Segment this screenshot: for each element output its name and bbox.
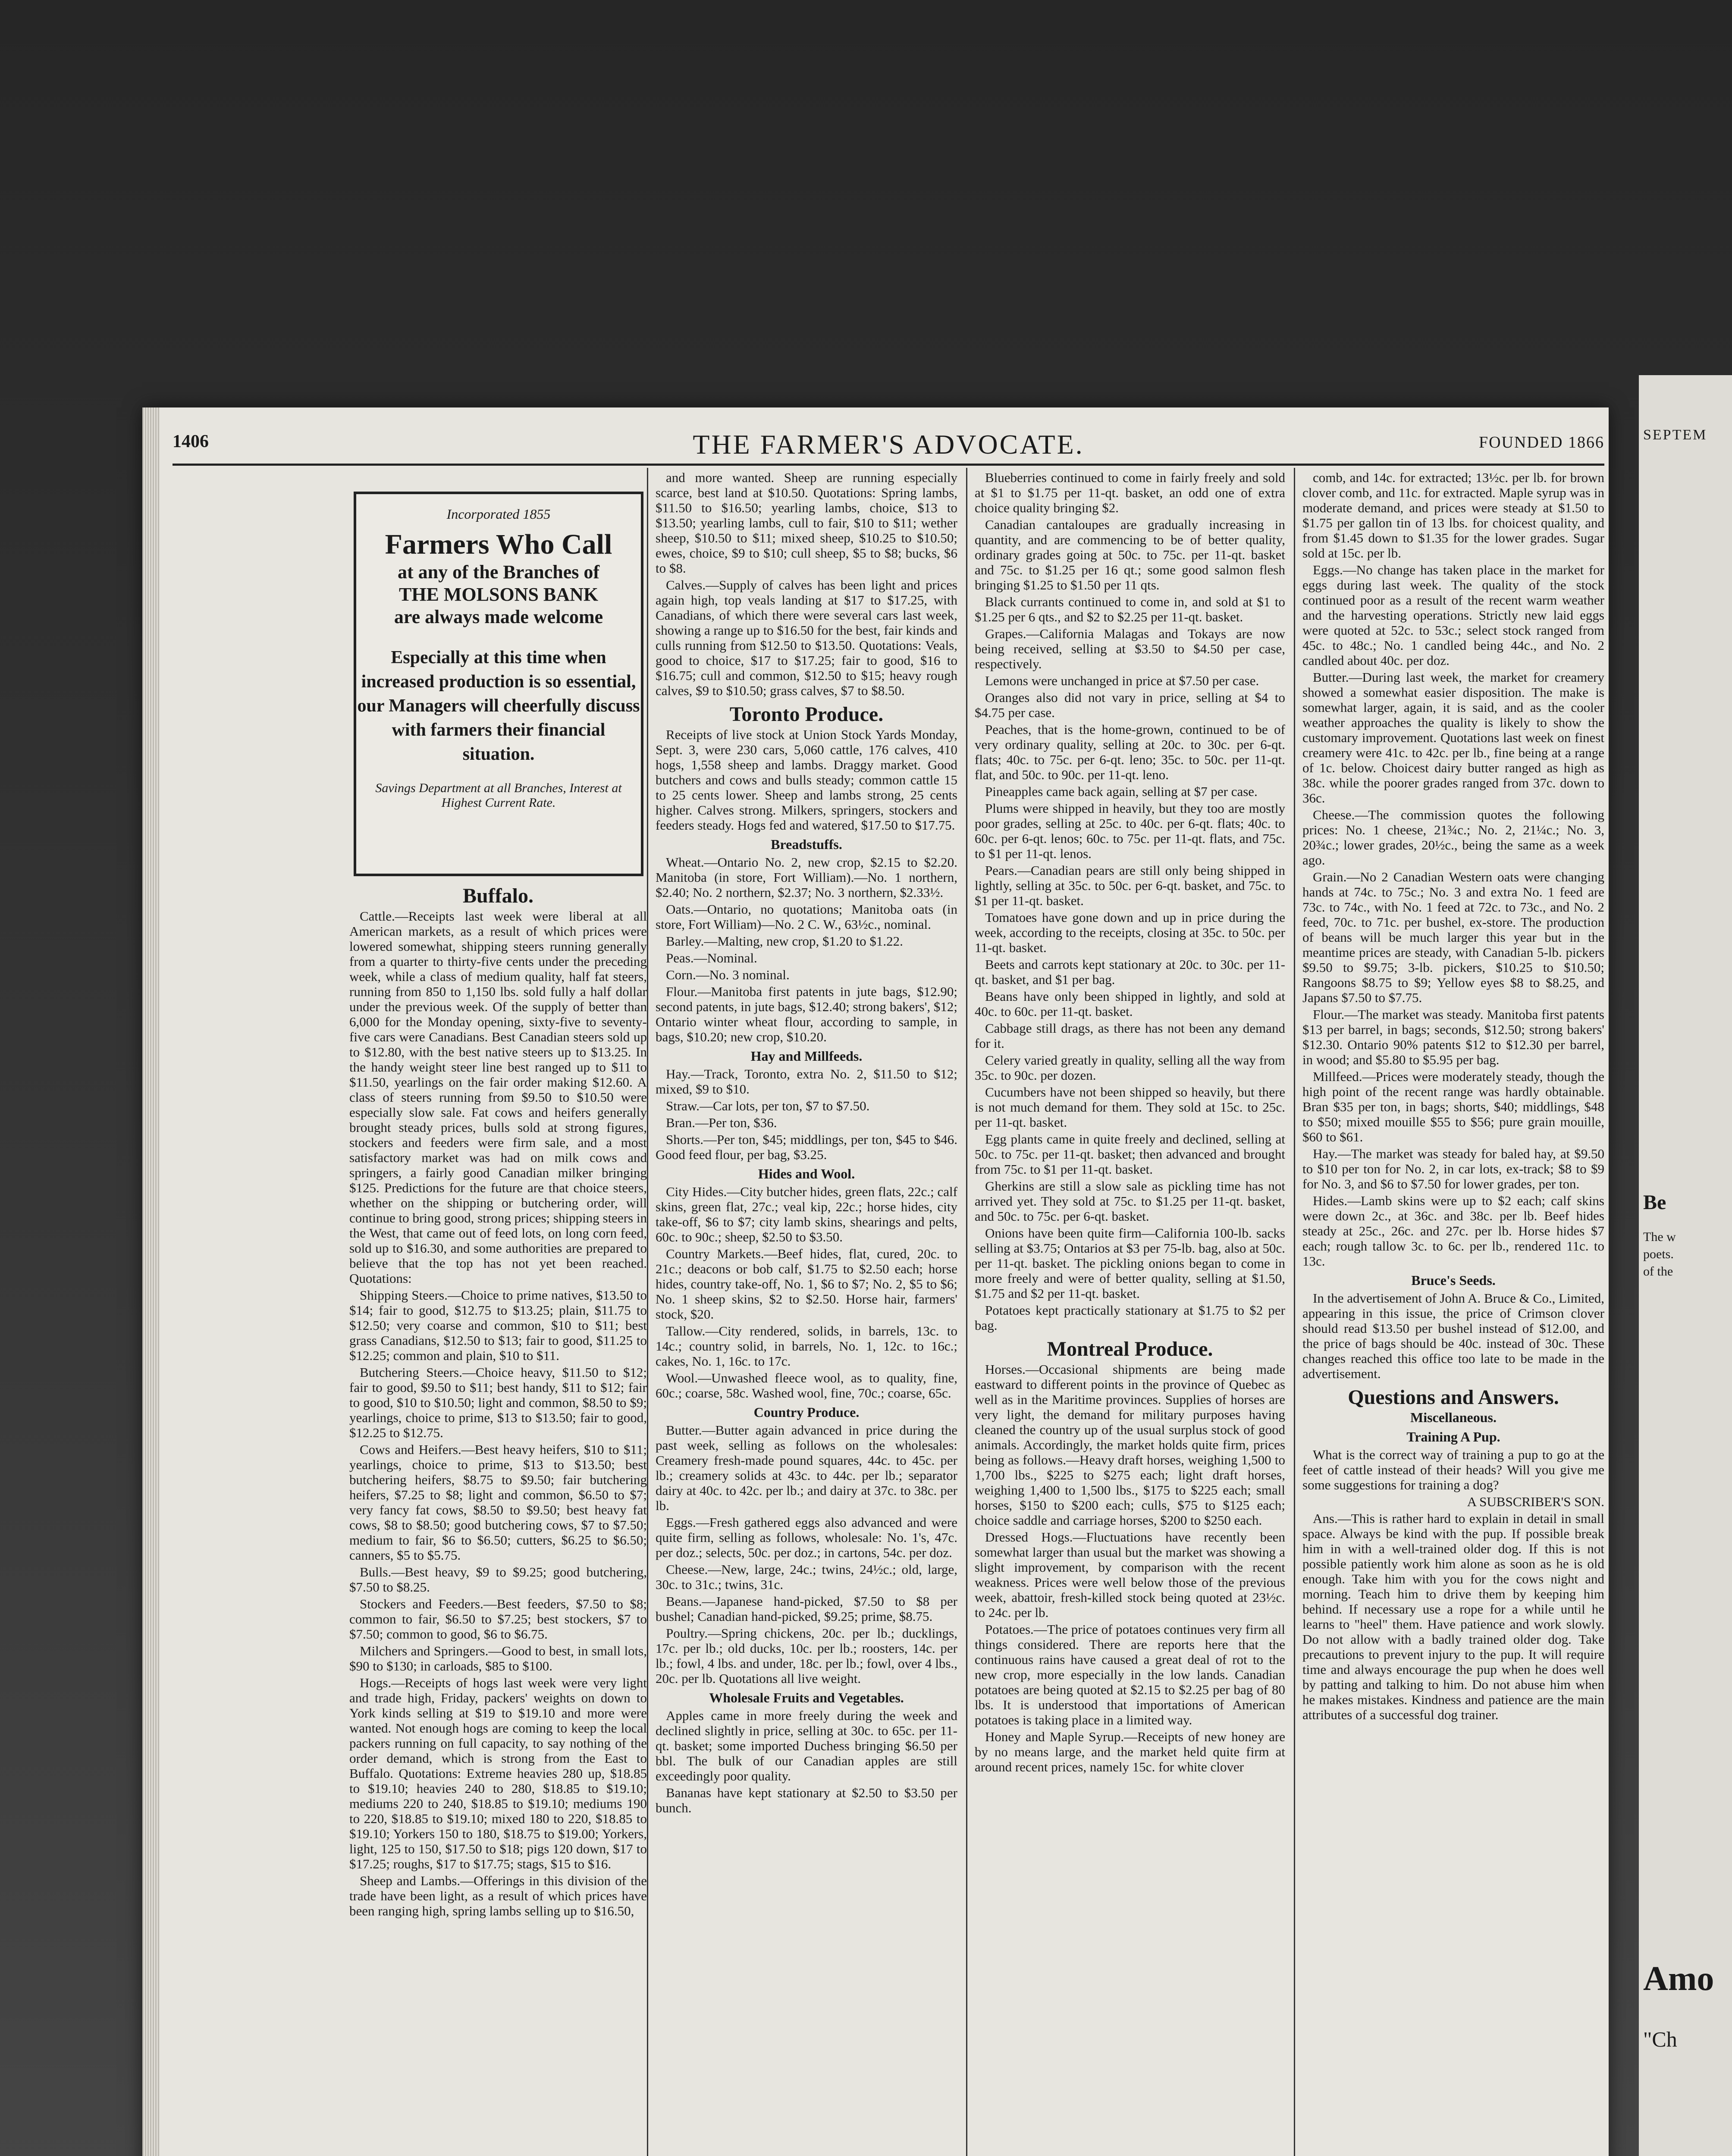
ad-bank-name: THE MOLSONS BANK [398, 584, 599, 605]
paragraph: Egg plants came in quite freely and declined, selling at 50c. to 75c. per 11-qt. basket; then advanced and brought from 75c. to $1 per 11-qt. basket. [975, 1131, 1285, 1177]
molsons-bank-ad [354, 492, 643, 876]
founded-label: FOUNDED 1866 [1478, 433, 1604, 451]
paragraph: and more wanted. Sheep are running especially scarce, best land at $10.50. Quotations: Spring lambs, $11.50 to $16.50; yearling lambs, choice, $13 to $13.50; yearling lambs, cull to fair, $10 to $11; wether sheep, $10.50 to $11; mixed sheep, $10.25 to $10.50; ewes, choice, $9 to $10; cull sheep, $5 to $8; bucks, $6 to $8. [656, 470, 957, 576]
paragraph: Honey and Maple Syrup.—Receipts of new honey are by no means large, and the market held quite firm at around recent prices, namely 15c. for white clover [975, 1729, 1285, 1774]
paragraph: Potatoes.—The price of potatoes continues very firm all things considered. There are reports here that the continuous rains have caused a great deal of rot to the new crop, more especially in the low lands. Canadian potatoes are being quoted at $2.15 to $2.25 per bag of 80 lbs. It is understood that importations of American potatoes is taking place in a limited way. [975, 1622, 1285, 1727]
ad-body: Especially at this time when increased production is so essential, our Managers will cheerfully discuss with farmers their financial situation. [357, 648, 640, 764]
paragraph: Poultry.—Spring chickens, 20c. per lb.; ducklings, 17c. per lb.; old ducks, 10c. per lb.; roosters, 14c. per lb.; fowl, 4 lbs. and under, 18c. per lb.; fowl, over 4 lbs., 20c. per lb. Quotations all live weight. [656, 1626, 957, 1686]
paragraph: Shipping Steers.—Choice to prime natives, $13.50 to $14; fair to good, $12.75 to $13.25; plain, $11.75 to $12.50; very coarse and common, $10 to $11; best grass Canadians, $12.50 to $13; fair to good, $11.25 to $12.25; common and plain, $10 to $11. [349, 1288, 647, 1363]
paragraph: Receipts of live stock at Union Stock Yards Monday, Sept. 3, were 230 cars, 5,060 cattle, 176 calves, 410 hogs, 1,558 sheep and lambs. Draggy market. Good butchers and cows and bulls steady; common cattle 15 to 25 cents lower. Sheep and lambs strong, 25 cents higher. Calves strong. Milkers, springers, stockers and feeders steady. Hogs fed and watered, $17.50 to $17.75. [656, 727, 957, 833]
paragraph: Sheep and Lambs.—Offerings in this division of the trade have been light, as a result of which prices have been ranging high, spring lambs selling up to $16.50, [349, 1873, 647, 1918]
paragraph: Peaches, that is the home-grown, continued to be of very ordinary quality, selling at 20c. to 30c. per 6-qt. flats; 40c. to 75c. per 6-qt. leno; 35c. to 50c. per 11-qt. flat, and 50c. to 90c. per 11-qt. leno. [975, 722, 1285, 782]
paragraph: Butter.—During last week, the market for creamery showed a somewhat easier disposition. The make is somewhat larger, again, it is said, and as the cooler weather approaches the quality is likely to show the customary improvement. Quotations last week on finest creamery were 41c. to 42c. per lb., fine being at a range of 1c. below. Choicest dairy butter ranged as high as 38c. while the poorer grades ranged from 37c. down to 36c. [1302, 670, 1604, 805]
paragraph: Blueberries continued to come in fairly freely and sold at $1 to $1.75 per 11-qt. basket, an odd one of extra choice quality bringing $2. [975, 470, 1285, 515]
paragraph: Cucumbers have not been shipped so heavily, but there is not much demand for them. They sold at 15c. to 25c. per 11-qt. basket. [975, 1084, 1285, 1130]
column-montreal-qa [1302, 470, 1604, 2156]
paragraph: Cheese.—New, large, 24c.; twins, 24½c.; old, large, 30c. to 31c.; twins, 31c. [656, 1562, 957, 1592]
paragraph: Eggs.—Fresh gathered eggs also advanced and were quite firm, selling as follows, wholesale: No. 1's, 47c. per doz.; selects, 50c. per doz.; in cartons, 54c. per doz. [656, 1515, 957, 1560]
section-title: Toronto Produce. [729, 703, 884, 726]
paragraph: Tomatoes have gone down and up in price during the week, according to the receipts, closing at 35c. to 50c. per 11-qt. basket. [975, 910, 1285, 955]
paragraph: Millfeed.—Prices were moderately steady, though the high point of the recent range was hardly obtainable. Bran $35 per ton, in bags; shorts, $40; middlings, $48 to $50; mixed mouille $55 to $56; pure grain mouille, $60 to $61. [1302, 1069, 1604, 1144]
facing-page-header: SEPTEM [1643, 427, 1707, 443]
page-number: 1406 [173, 432, 209, 451]
paragraph: Wool.—Unwashed fleece wool, as to quality, fine, 60c.; coarse, 58c. Washed wool, fine, 70c.; coarse, 65c. [656, 1370, 957, 1401]
section-title: Montreal Produce. [1047, 1338, 1213, 1360]
paragraph: Celery varied greatly in quality, selling all the way from 35c. to 90c. per dozen. [975, 1053, 1285, 1083]
facing-snippet: Be [1643, 1191, 1666, 1214]
paragraph: Straw.—Car lots, per ton, $7 to $7.50. [666, 1098, 870, 1113]
column-buffalo [349, 880, 647, 2156]
paragraph: Hides.—Lamb skins were up to $2 each; calf skins were down 2c., at 36c. and 38c. per lb. Beef hides steady at 25c., 26c. and 27c. per lb. Horse hides $7 each; rough tallow 3c. to 6c. per lb., rendered 11c. to 13c. [1302, 1193, 1604, 1269]
paragraph: Grain.—No 2 Canadian Western oats were changing hands at 74c. to 75c.; No. 3 and extra No. 1 feed are 73c. to 74c., with No. 1 feed at 72c. to 73c., and No. 2 feed, 70c. to 71c. per bushel, ex-store. The production of beans will be much larger this year but in the meantime prices are steady, with Canadian 5-lb. pickers $9.50 to $9.75; 3-lb. pickers, $10.25 to $10.50; Rangoons $8.75 to $9; Yellow eyes $8 to $8.25, and Japans $7.50 to $7.75. [1302, 869, 1604, 1005]
paragraph: Cattle.—Receipts last week were liberal at all American markets, as a result of which prices were lowered somewhat, shipping steers running generally from a quarter to thirty-five cents under the preceding week, while a class of medium quality, half fat steers, running from 850 to 1,150 lbs. sold fully a half dollar under the previous week. Of the supply of better than 6,000 for the Monday opening, sixty-five to seventy-five cars were Canadians. Best Canadian steers sold up to $12.80, with the best native steers up to $13.25. In the handy weight steer line best ranged up to $11 to $11.50, yearlings on the fair order making $12.60. A class of steers running from $9.50 to $10.50 were especially slow sale. Fat cows and heifers generally brought steady prices, bulls sold at strong figures, stockers and feeders were firm sale, and a most satisfactory market was had on milk cows and springers, a fairly good Canadian milker bringing $125. Predictions for the future are that choice steers, whether on the shipping or butchering order, will continue to bring good, strong prices; shipping steers in the West, that came out of feed lots, on long corn feed, sold up to $16.30, and some authorities are prepared to believe that the top has not yet been reached. Quotations: [349, 909, 647, 1286]
paragraph: In the advertisement of John A. Bruce & Co., Limited, appearing in this issue, the price of Crimson clover should read $13.50 per bushel instead of $12.00, and the price of bags should be 40c. instead of 30c. These changes reached this office too late to be made in the advertisement. [1302, 1291, 1604, 1381]
paragraph: Shorts.—Per ton, $45; middlings, per ton, $45 to $46. Good feed flour, per bag, $3.25. [656, 1132, 957, 1162]
column-fruit-montreal [975, 470, 1285, 2156]
subsection-title: Miscellaneous. [1410, 1410, 1497, 1425]
facing-snippet: The w [1643, 1230, 1676, 1244]
signature: A SUBSCRIBER'S SON. [1467, 1494, 1604, 1509]
subsection-title: Country Produce. [753, 1404, 860, 1420]
paragraph: Tallow.—City rendered, solids, in barrels, 13c. to 14c.; country solid, in barrels, No. 1, 12c. to 16c.; cakes, No. 1, 16c. to 17c. [656, 1323, 957, 1369]
paragraph: Bananas have kept stationary at $2.50 to $3.50 per bunch. [656, 1785, 957, 1815]
subsection-title: Breadstuffs. [771, 837, 842, 852]
column-rule [647, 468, 648, 2156]
paragraph: City Hides.—City butcher hides, green flats, 22c.; calf skins, green flat, 27c.; veal kip, 22c.; horse hides, city take-off, $6 to $7; city lamb skins, shearings and pelts, 60c. to 90c.; sheep, $2.50 to $3.50. [656, 1184, 957, 1244]
paragraph: Horses.—Occasional shipments are being made eastward to different points in the province of Quebec as well as in the Maritime provinces. Supplies of horses are very light, the demand for military purposes having cleaned the country up of the usual surplus stock of good animals. Accordingly, the market holds quite firm, prices being as follows.—Heavy draft horses, weighing 1,500 to 1,700 lbs., $225 to $275 each; light draft horses, weighing 1,400 to 1,500 lbs., $175 to $225 each; small horses, $150 to $200 each; culls, $75 to $125 each; choice saddle and carriage horses, $200 to $250 each. [975, 1362, 1285, 1528]
paragraph: Dressed Hogs.—Fluctuations have recently been somewhat larger than usual but the market was showing a slight improvement, by comparison with the recent weakness. Prices were well below those of the previous week, abattoir, fresh-killed stock being quoted at 23½c. to 24c. per lb. [975, 1529, 1285, 1620]
ad-line: at any of the Branches of [397, 561, 600, 583]
paragraph: Oats.—Ontario, no quotations; Manitoba oats (in store, Fort William)—No. 2 C. W., 63½c., nominal. [656, 902, 957, 932]
paragraph: Barley.—Malting, new crop, $1.20 to $1.22. [666, 934, 903, 949]
paragraph: Flour.—The market was steady. Manitoba first patents $13 per barrel, in bags; seconds, $12.50; strong bakers' $12.30. Ontario 90% patents $12 to $12.30 per barrel, in wood; and $5.80 to $5.95 per bag. [1302, 1007, 1604, 1067]
facing-snippet: poets. [1643, 1247, 1674, 1261]
paragraph: Butchering Steers.—Choice heavy, $11.50 to $12; fair to good, $9.50 to $11; best handy, $11 to $12; fair to good, $10 to $10.50; light and common, $8.50 to $9; yearlings, choice to prime, $13 to $13.50; fair to good, $12.25 to $12.75. [349, 1365, 647, 1440]
paragraph: Peas.—Nominal. [666, 950, 757, 965]
paragraph: Calves.—Supply of calves has been light and prices again high, top veals landing at $17 to $17.25, with Canadians, of which there were several cars last week, showing a range up to $16.50 for the best, fair kinds and culls running from $12.50 to $13.50. Quotations: Veals, good to choice, $17 to $17.25; fair to good, $16 to $16.75; cull and common, $12.50 to $15; heavy rough calves, $9 to $10.50; grass calves, $7 to $8.50. [656, 577, 957, 698]
paragraph: Flour.—Manitoba first patents in jute bags, $12.90; second patents, in jute bags, $12.40; strong bakers', $12; Ontario winter wheat flour, according to sample, in bags, $10.20; new crop, $10.20. [656, 984, 957, 1044]
paragraph: Wheat.—Ontario No. 2, new crop, $2.15 to $2.20. Manitoba (in store, Fort William).—No. 1 northern, $2.40; No. 2 northern, $2.37; No. 3 northern, $2.33½. [656, 855, 957, 900]
subsection-title: Bruce's Seeds. [1411, 1272, 1496, 1288]
paragraph: What is the correct way of training a pup to go at the feet of cattle instead of their heads? Will you give me some suggestions for training a dog? [1302, 1447, 1604, 1492]
paragraph: Pears.—Canadian pears are still only being shipped in lightly, selling at 35c. to 50c. per 6-qt. basket, and 75c. to $1 per 11-qt. basket. [975, 863, 1285, 908]
ad-incorporated: Incorporated 1855 [446, 506, 551, 522]
subsection-title: Hay and Millfeeds. [750, 1048, 863, 1064]
section-title: Questions and Answers. [1348, 1386, 1559, 1409]
paragraph: Bran.—Per ton, $36. [666, 1115, 777, 1130]
column-rule [966, 468, 967, 2156]
paragraph: Hay.—Track, Toronto, extra No. 2, $11.50 to $12; mixed, $9 to $10. [656, 1066, 957, 1097]
column-toronto [656, 470, 957, 2156]
paragraph: Cows and Heifers.—Best heavy heifers, $10 to $11; yearlings, choice to prime, $13 to $13.50; best butchering heifers, $8.75 to $9.50; fair butchering heifers, $7.25 to $8; light and common, $6.50 to $7; very fancy fat cows, $8.50 to $9.50; best heavy fat cows, $8 to $8.50; good butchering cows, $7 to $7.50; medium to fair, $6 to $6.50; cutters, $6.25 to $6.50; canners, $5 to $5.75. [349, 1442, 647, 1563]
paragraph: Gherkins are still a slow sale as pickling time has not arrived yet. They sold at 75c. to $1.25 per 11-qt. basket, and 50c. to 75c. per 6-qt. basket. [975, 1178, 1285, 1224]
running-header [173, 429, 1604, 460]
paragraph: Plums were shipped in heavily, but they too are mostly poor grades, selling at 25c. to 40c. per 6-qt. flats; 40c. to 60c. per 6-qt. lenos; 60c. to 75c. per 11-qt. flats, and 75c. to $1 per 11-qt. lenos. [975, 801, 1285, 861]
facing-snippet: of the [1643, 1264, 1673, 1279]
paragraph: Oranges also did not vary in price, selling at $4 to $4.75 per case. [975, 690, 1285, 720]
facing-page [1639, 375, 1732, 2156]
paragraph: Grapes.—California Malagas and Tokays are now being received, selling at $3.50 to $4.50 per case, respectively. [975, 626, 1285, 671]
ad-savings: Savings Department at all Branches, Interest at Highest Current Rate. [375, 781, 622, 810]
subsection-title: Wholesale Fruits and Vegetables. [709, 1690, 904, 1705]
paragraph: Hay.—The market was steady for baled hay, at $9.50 to $10 per ton for No. 2, in car lots, ex-track; $8 to $9 for No. 3, and $6 to $7.50 for lower grades, per ton. [1302, 1146, 1604, 1191]
header-rule [173, 464, 1604, 466]
paragraph: Ans.—This is rather hard to explain in detail in small space. Always be kind with the pup. If possible break him in with a well-trained older dog. If this is not possible patiently work him alone as soon as he is old enough. Take him with you for the cows night and morning. Teach him to drive them by keeping him behind. If necessary use a rope for a while until he learns to "heel" them. Have patience and work slowly. Do not allow with a badly trained older dog. Take precautions to prevent injury to the pup. It will require time and always encourage the pup when he does well by patting and talking to him. Do not abuse him when he makes mistakes. Kindness and patience are the main attributes of a successful dog trainer. [1302, 1511, 1604, 1722]
paragraph: Onions have been quite firm—California 100-lb. sacks selling at $3.75; Ontarios at $3 per 75-lb. bag, also at 50c. per 11-qt. basket. The pickling onions began to come in more freely and were of better quality, selling at $1.50, $1.75 and $2 per 11-qt. basket. [975, 1225, 1285, 1301]
paragraph: Beets and carrots kept stationary at 20c. to 30c. per 11-qt. basket, and $1 per bag. [975, 957, 1285, 987]
paragraph: Canadian cantaloupes are gradually increasing in quantity, and are commencing to be of better quality, ordinary grades going at 50c. to 75c. per 11-qt. basket and 75c. to $1.25 per 16 qt.; some good salmon flesh bringing $1.25 to $1.50 per 11 qts. [975, 517, 1285, 592]
paragraph: comb, and 14c. for extracted; 13½c. per lb. for brown clover comb, and 11c. for extracted. Maple syrup was in moderate demand, and prices were steady at $1.50 to $1.75 per gallon tin of 13 lbs. for choicest quality, and from $1.45 down to $1.35 for the lower grades. Sugar sold at 15c. per lb. [1302, 470, 1604, 561]
paragraph: Cheese.—The commission quotes the following prices: No. 1 cheese, 21¾c.; No. 2, 21¼c.; No. 3, 20¾c.; lower grades, 20½c., being the same as a week ago. [1302, 807, 1604, 868]
paragraph: Beans have only been shipped in lightly, and sold at 40c. to 60c. per 11-qt. basket. [975, 989, 1285, 1019]
paragraph: Corn.—No. 3 nominal. [666, 967, 790, 982]
paragraph: Lemons were unchanged in price at $7.50 per case. [985, 673, 1259, 688]
ad-line: are always made welcome [394, 606, 603, 627]
paragraph: Hogs.—Receipts of hogs last week were very light and trade high, Friday, packers' weights on down to York kinds selling at $19 to $19.10 and more were wanted. Not enough hogs are coming to keep the local packers running on full capacity, to say nothing of the order demand, which is strong from the East to Buffalo. Quotations: Extreme heavies 280 up, $18.85 to $19.10; heavies 240 to 280, $18.85 to $19.10; mediums 220 to 240, $18.85 to $19.10; mediums 190 to 220, $18.85 to $19.10; mixed 180 to 220, $18.85 to $19.10; Yorkers 150 to 180, $18.75 to $19.00; Yorkers, light, 125 to 150, $17.50 to $18; pigs 120 down, $17 to $17.25; roughs, $17 to $17.75; stags, $15 to $16. [349, 1675, 647, 1871]
paragraph: Eggs.—No change has taken place in the market for eggs during last week. The quality of the stock continued poor as a result of the recent warm weather and the harvesting operations. Strictly new laid eggs were quoted at 52c. to 53c.; select stock ranged from 45c. to 48c.; No. 1 candled being 44c., and No. 2 candled about 40c. per doz. [1302, 562, 1604, 668]
paragraph: Pineapples came back again, selling at $7 per case. [985, 784, 1258, 799]
page-edge [142, 407, 160, 2156]
section-title: Buffalo. [462, 884, 533, 907]
paragraph: Butter.—Butter again advanced in price during the past week, selling as follows on the wholesales: Creamery fresh-made pound squares, 44c. to 45c. per lb.; creamery solids at 43c. to 44c. per lb.; separator dairy at 40c. to 42c. per lb.; and dairy at 37c. to 38c. per lb. [656, 1423, 957, 1513]
paragraph: Stockers and Feeders.—Best feeders, $7.50 to $8; common to fair, $6.50 to $7.25; best stockers, $7 to $7.50; common to good, $6 to $6.75. [349, 1596, 647, 1642]
masthead: THE FARMER'S ADVOCATE. [693, 429, 1084, 460]
paragraph: Milchers and Springers.—Good to best, in small lots, $90 to $130; in carloads, $85 to $100. [349, 1643, 647, 1673]
paragraph: Country Markets.—Beef hides, flat, cured, 20c. to 21c.; deacons or bob calf, $1.75 to $2.50 each; horse hides, country take-off, No. 1, $6 to $7; No. 2, $5 to $6; No. 1 sheep skins, $2 to $2.50. Horse hair, farmers' stock, $20. [656, 1246, 957, 1322]
paragraph: Potatoes kept practically stationary at $1.75 to $2 per bag. [975, 1303, 1285, 1333]
subsection-title: Hides and Wool. [758, 1166, 855, 1181]
facing-snippet: Amo [1643, 1960, 1714, 1998]
article-title: Training A Pup. [1406, 1429, 1500, 1445]
ad-headline: Farmers Who Call [385, 529, 612, 560]
paragraph: Cabbage still drags, as there has not been any demand for it. [975, 1021, 1285, 1051]
paragraph: Bulls.—Best heavy, $9 to $9.25; good butchering, $7.50 to $8.25. [349, 1564, 647, 1595]
facing-snippet: "Ch [1643, 2027, 1677, 2051]
paragraph: Black currants continued to come in, and sold at $1 to $1.25 per 6 qts., and $2 to $2.25 per 11-qt. basket. [975, 594, 1285, 624]
column-rule [1294, 468, 1295, 2156]
paragraph: Beans.—Japanese hand-picked, $7.50 to $8 per bushel; Canadian hand-picked, $9.25; prime, $8.75. [656, 1594, 957, 1624]
paragraph: Apples came in more freely during the week and declined slightly in price, selling at 30c. to 65c. per 11-qt. basket; some imported Duchess bringing $6.50 per bbl. The bulk of our Canadian apples are still exceedingly poor quality. [656, 1708, 957, 1783]
